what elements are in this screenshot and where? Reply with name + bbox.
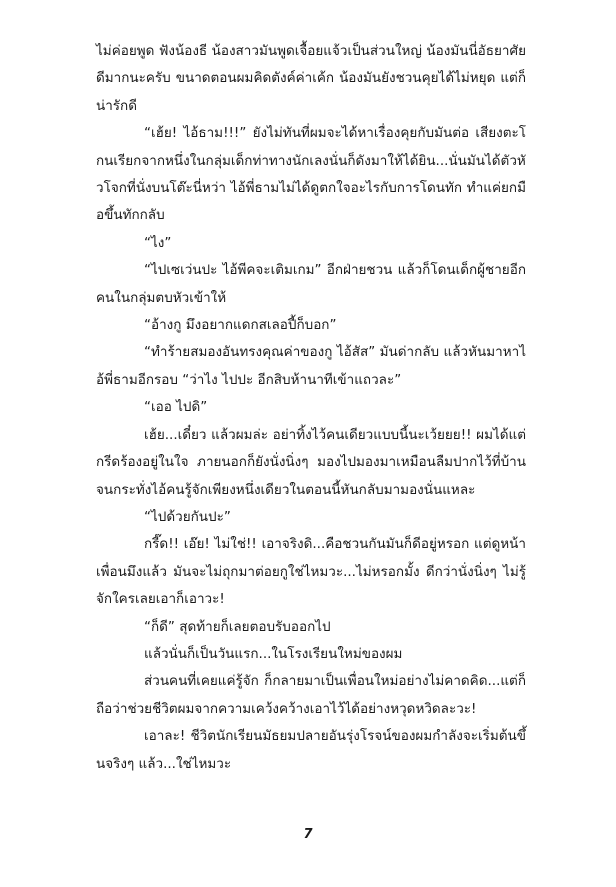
paragraph: ส่วนคนที่เคยแค่รู้จัก ก็กลายมาเป็นเพื่อนใหม่อย่างไม่คาดคิด...แต่ก็ถือว่าช่วยชีวิตผมจากความเคว้งคว้างเอาไว้ได้อย่างหวุดหวิดละวะ! [96, 673, 526, 717]
paragraph: เฮ้ย...เดี๋ยว แล้วผมล่ะ อย่าทิ้งไว้คนเดียวแบบนี้นะเว้ยยย!! ผมได้แต่กรีดร้องอยู่ในใจ ภายนอกก็ยังนั่งนิ่งๆ มองไปมองมาเหมือนลืมปากไว้ที่บ้าน จนกระทั่งไอ้คนรู้จักเพียงหนึ่งเดียวในตอนนี้หันกลับมามองนั่นแหละ [96, 426, 526, 498]
paragraph: “เฮ้ย! ไอ้ธาม!!!” ยังไม่ทันที่ผมจะได้หาเรื่องคุยกับมันต่อ เสียงตะโกนเรียกจากหนึ่งในกลุ่มเด็กท่าทางนักเลงนั่นก็ดังมาให้ได้ยิน...นั่นมันได้ตัวหัวโจกที่นั่งบนโต๊ะนี่หว่า ไอ้พี่ธามไม่ได้ดูตกใจอะไรกับการโดนทัก ทำแค่ยกมือขึ้นทักกลับ [96, 125, 526, 224]
page-number: 7 [303, 827, 313, 842]
paragraph: ไม่ค่อยพูด ฟังน้องธี น้องสาวมันพูดเจื้อยแจ้วเป็นส่วนใหญ่ น้องมันนี่อัธยาศัยดีมากนะครับ ขนาดตอนผมคิดตังค์ค่าเค้ก น้องมันยังชวนคุยได้ไม่หยุด แต่ก็น่ารักดี [96, 43, 526, 114]
paragraph: “เออ ไปดิ” [144, 399, 208, 416]
paragraph: “ไง” [144, 234, 172, 251]
paragraph: เอาละ! ชีวิตนักเรียนมัธยมปลายอันรุ่งโรจน์ของผมกำลังจะเริ่มต้นขึ้นจริงๆ แล้ว...ใช่ไหมวะ [96, 728, 526, 772]
paragraph: กรี๊ด!! เอ๊ย! ไม่ใช่!! เอาจริงดิ...คือชวนกันมันก็ดีอยู่หรอก แต่ดูหน้าเพื่อนมึงแล้ว มันจะไม่ถุกมาต่อยกูใช่ไหมวะ...ไม่หรอกมั้ง ดีกว่านั่งนิ่งๆ ไม่รู้จักใครเลยเอาก็เอาวะ! [96, 536, 526, 608]
paragraph: “ทำร้ายสมองอันทรงคุณค่าของกู ไอ้สัส” มันด่ากลับ แล้วหันมาหาไอ้พี่ธามอีกรอบ “ว่าไง ไปปะ อีกสิบห้านาทีเข้าแถวละ” [96, 344, 526, 388]
paragraph: “ก็ดี” สุดท้ายก็เลยตอบรับออกไป [144, 618, 331, 635]
paragraph: แล้วนั่นก็เป็นวันแรก...ในโรงเรียนใหม่ของผม [144, 645, 403, 662]
paragraph: “อ้างกู มึงอยากแดกสเลอปี้ก็บอก” [144, 317, 337, 334]
paragraph: “ไปด้วยกันปะ” [144, 508, 231, 525]
body-text [96, 38, 526, 778]
paragraph: “ไปเซเว่นปะ ไอ้พีคจะเติมเกม” อีกฝ่ายชวน แล้วก็โดนเด็กผู้ชายอีกคนในกลุ่มตบหัวเข้าให้ [96, 262, 526, 306]
